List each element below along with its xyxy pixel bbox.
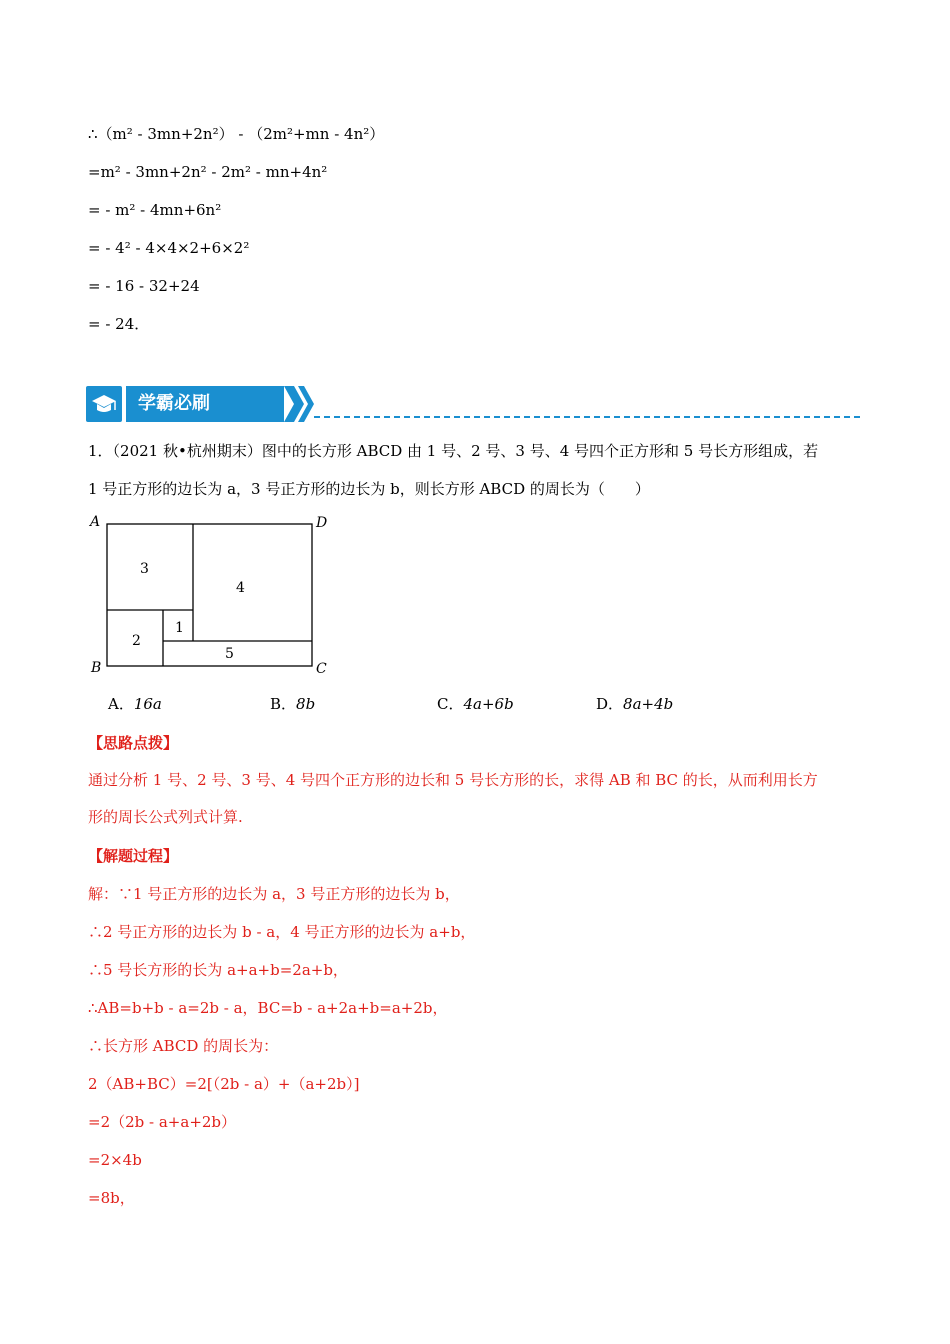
option-a-value: 16a [133,695,162,713]
banner-title: 学霸必刷 [126,386,284,422]
calc-line-2: =m² - 3mn+2n² - 2m² - mn+4n² [88,163,328,181]
solution-line-5: ∴长方形 ABCD 的周长为： [88,1037,279,1055]
solution-line-7: =2（2b - a+a+2b） [88,1113,237,1131]
section-banner [86,386,866,422]
solution-line-8: =2×4b [88,1151,142,1169]
solution-line-2: ∴2 号正方形的边长为 b - a，4 号正方形的边长为 a+b， [88,923,476,941]
corner-label-d: D [316,515,328,531]
calc-line-1: ∴（m² - 3mn+2n²） - （2m²+mn - 4n²） [88,125,385,143]
option-d-value: 8a+4b [623,695,674,713]
hint-line-2: 形的周长公式列式计算. [88,808,243,826]
piece-label-5: 5 [225,646,234,662]
solution-line-4: ∴AB=b+b - a=2b - a，BC=b - a+2a+b=a+2b， [88,999,448,1017]
banner-chevron-icon [284,386,318,422]
question-number: 1． [88,442,113,460]
solution-line-3: ∴5 号长方形的长为 a+a+b=2a+b， [88,961,348,979]
solution-line-6: 2（AB+BC）=2[（2b - a）+（a+2b）] [88,1075,360,1093]
solution-line-1: 解：∵1 号正方形的边长为 a，3 号正方形的边长为 b， [88,885,460,903]
piece-label-3: 3 [140,561,149,577]
piece-label-1: 1 [175,620,184,636]
option-d-letter: D． [596,695,624,713]
option-d [596,694,673,714]
hint-heading: 【思路点拨】 [88,734,179,752]
piece-label-2: 2 [132,633,141,649]
rectangle-figure [86,510,336,680]
graduation-cap-icon [86,386,122,422]
corner-label-c: C [316,661,327,677]
question-line-2: 1 号正方形的边长为 a，3 号正方形的边长为 b，则长方形 ABCD 的周长为（ ） [88,480,650,498]
solution-line-9: =8b， [88,1189,135,1207]
option-b-value: 8b [296,695,316,713]
solution-heading: 【解题过程】 [88,847,179,865]
calc-line-3: = - m² - 4mn+6n² [88,201,222,219]
hint-line-1: 通过分析 1 号、2 号、3 号、4 号四个正方形的边长和 5 号长方形的长，求得 AB 和 BC 的长，从而利用长方 [88,771,818,789]
question-text-1: （2021 秋•杭州期末）图中的长方形 ABCD 由 1 号、2 号、3 号、4 号四个正方形和 5 号长方形组成，若 [112,442,819,460]
corner-label-a: A [90,514,101,530]
option-c-value: 4a+6b [463,695,514,713]
option-a-letter: A． [108,695,134,713]
option-b [270,694,315,714]
option-a [108,694,162,714]
calc-line-5: = - 16 - 32+24 [88,277,200,295]
banner-divider [314,416,860,418]
calc-line-4: = - 4² - 4×4×2+6×2² [88,239,250,257]
calc-line-6: = - 24． [88,315,150,333]
option-b-letter: B． [270,695,297,713]
option-c [437,694,514,714]
option-c-letter: C． [437,695,464,713]
question-line-1 [88,441,818,461]
piece-label-4: 4 [236,580,245,596]
corner-label-b: B [91,660,102,676]
